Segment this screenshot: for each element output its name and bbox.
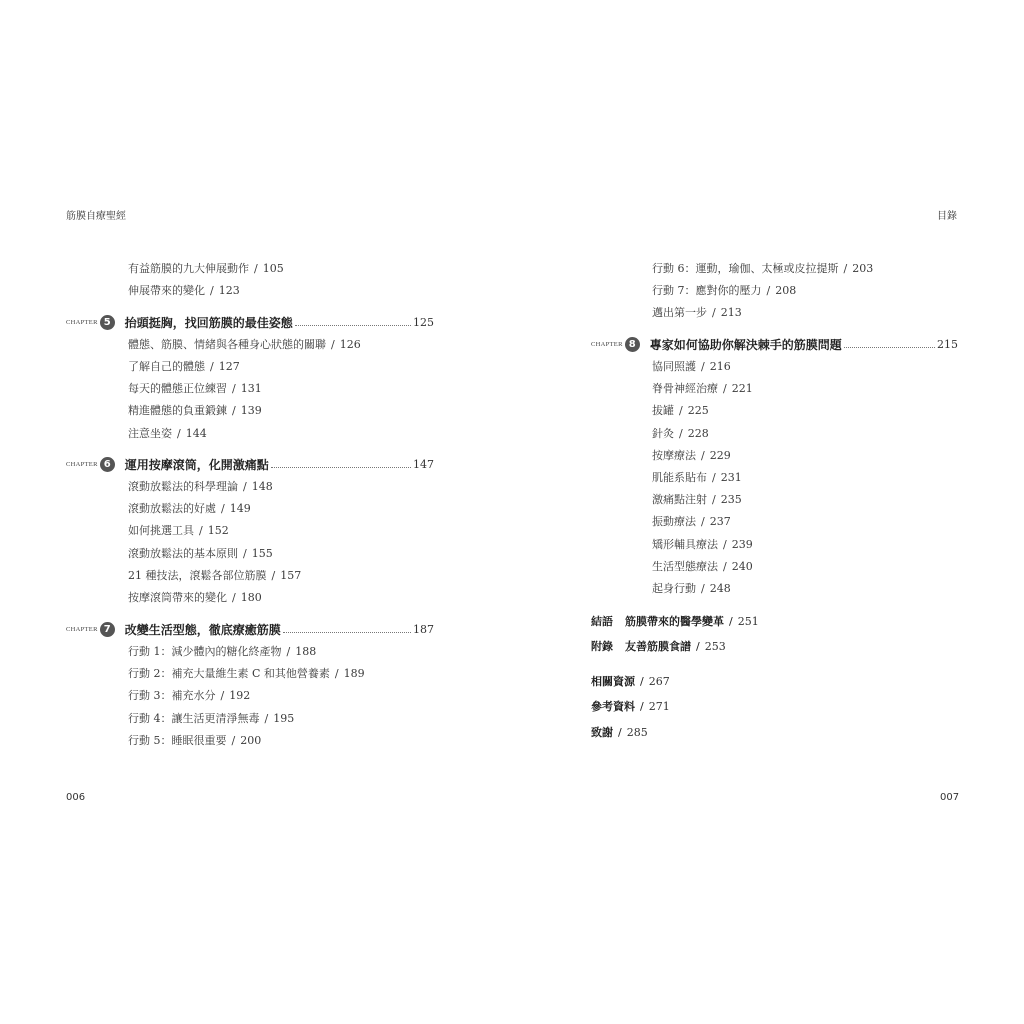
entry-page: 139 xyxy=(240,404,262,417)
entry-title: 脊骨神經治療 xyxy=(652,382,718,395)
entry-page: 208 xyxy=(775,284,797,297)
chapter-number-badge: 5 xyxy=(100,315,115,330)
entry-page: 144 xyxy=(185,427,207,440)
toc-entry: 行動 2：補充大量維生素 C 和其他營養素 / 189 xyxy=(128,667,365,680)
section-page: 267 xyxy=(648,675,670,688)
entry-page: 157 xyxy=(280,569,302,582)
entry-title: 注意坐姿 xyxy=(128,427,172,440)
back-matter-entry: 相關資源 / 267 xyxy=(591,675,670,688)
toc-entry: 體態、筋膜、情緒與各種身心狀態的關聯 / 126 xyxy=(128,338,361,351)
entry-page: 105 xyxy=(262,262,284,275)
entry-page: 237 xyxy=(709,515,731,528)
entry-page: 221 xyxy=(731,382,753,395)
chapter-heading xyxy=(66,621,434,638)
toc-entry: 注意坐姿 / 144 xyxy=(128,427,207,440)
toc-entry: 行動 4：讓生活更清淨無毒 / 195 xyxy=(128,712,295,725)
toc-entry: 激痛點注射 / 235 xyxy=(652,493,742,506)
entry-page: 148 xyxy=(251,480,273,493)
toc-entry: 振動療法 / 237 xyxy=(652,515,731,528)
dot-leader xyxy=(295,325,411,326)
entry-title: 行動 5：睡眠很重要 xyxy=(128,734,227,747)
entry-page: 225 xyxy=(687,404,709,417)
toc-entry: 滾動放鬆法的科學理論 / 148 xyxy=(128,480,273,493)
chapter-number-badge: 7 xyxy=(100,622,115,637)
back-matter-entry: 附錄 友善筋膜食譜 / 253 xyxy=(591,640,726,653)
chapter-tag: CHAPTER xyxy=(66,319,98,326)
entry-page: 229 xyxy=(709,449,731,462)
entry-page: 235 xyxy=(720,493,742,506)
back-matter-entry: 致謝 / 285 xyxy=(591,726,648,739)
chapter-heading xyxy=(591,336,958,353)
chapter-title: 抬頭挺胸，找回筋膜的最佳姿態 xyxy=(124,316,293,330)
entry-title: 有益筋膜的九大伸展動作 xyxy=(128,262,249,275)
entry-page: 192 xyxy=(229,689,251,702)
toc-entry: 按摩滾筒帶來的變化 / 180 xyxy=(128,591,262,604)
left-running-head: 筋膜自療聖經 xyxy=(66,211,126,222)
dot-leader xyxy=(844,347,935,348)
toc-entry: 起身行動 / 248 xyxy=(652,582,731,595)
entry-page: 228 xyxy=(687,427,709,440)
back-matter-entry: 結語 筋膜帶來的醫學變革 / 251 xyxy=(591,615,759,628)
chapter-tag: CHAPTER xyxy=(591,341,623,348)
entry-title: 按摩滾筒帶來的變化 xyxy=(128,591,227,604)
entry-page: 195 xyxy=(273,712,295,725)
toc-entry: 行動 1：減少體內的糖化終產物 / 188 xyxy=(128,645,317,658)
entry-page: 240 xyxy=(731,560,753,573)
entry-title: 振動療法 xyxy=(652,515,696,528)
entry-page: 239 xyxy=(731,538,753,551)
section-page: 271 xyxy=(648,700,670,713)
entry-title: 起身行動 xyxy=(652,582,696,595)
chapter-tag: CHAPTER xyxy=(66,626,98,633)
entry-title: 行動 3：補充水分 xyxy=(128,689,216,702)
toc-entry: 如何挑選工具 / 152 xyxy=(128,524,229,537)
toc-entry: 邁出第一步 / 213 xyxy=(652,306,742,319)
entry-title: 行動 7：應對你的壓力 xyxy=(652,284,762,297)
entry-title: 體態、筋膜、情緒與各種身心狀態的關聯 xyxy=(128,338,326,351)
section-label: 結語 xyxy=(591,615,613,628)
entry-title: 21 種技法，滾鬆各部位筋膜 xyxy=(128,569,267,582)
chapter-page: 215 xyxy=(937,338,958,351)
section-label: 參考資料 xyxy=(591,700,635,713)
section-page: 285 xyxy=(626,726,648,739)
entry-title: 伸展帶來的變化 xyxy=(128,284,205,297)
section-page: 253 xyxy=(704,640,726,653)
dot-leader xyxy=(283,632,411,633)
toc-entry: 有益筋膜的九大伸展動作 / 105 xyxy=(128,262,284,275)
entry-page: 213 xyxy=(720,306,742,319)
toc-entry: 滾動放鬆法的好處 / 149 xyxy=(128,502,251,515)
toc-entry: 脊骨神經治療 / 221 xyxy=(652,382,753,395)
entry-title: 生活型態療法 xyxy=(652,560,718,573)
toc-entry: 了解自己的體態 / 127 xyxy=(128,360,240,373)
section-page: 251 xyxy=(737,615,759,628)
entry-title: 滾動放鬆法的科學理論 xyxy=(128,480,238,493)
toc-entry: 協同照護 / 216 xyxy=(652,360,731,373)
entry-page: 180 xyxy=(240,591,262,604)
entry-page: 155 xyxy=(251,547,273,560)
entry-page: 188 xyxy=(295,645,317,658)
toc-entry: 按摩療法 / 229 xyxy=(652,449,731,462)
entry-title: 精進體態的負重鍛鍊 xyxy=(128,404,227,417)
toc-entry: 滾動放鬆法的基本原則 / 155 xyxy=(128,547,273,560)
toc-entry: 精進體態的負重鍛鍊 / 139 xyxy=(128,404,262,417)
entry-title: 行動 2：補充大量維生素 C 和其他營養素 xyxy=(128,667,330,680)
left-page-number: 006 xyxy=(66,792,86,803)
entry-title: 協同照護 xyxy=(652,360,696,373)
entry-title: 矯形輔具療法 xyxy=(652,538,718,551)
entry-title: 如何挑選工具 xyxy=(128,524,194,537)
entry-page: 200 xyxy=(240,734,262,747)
entry-title: 滾動放鬆法的基本原則 xyxy=(128,547,238,560)
toc-entry: 針灸 / 228 xyxy=(652,427,709,440)
right-page-number: 007 xyxy=(940,792,960,803)
entry-title: 針灸 xyxy=(652,427,674,440)
toc-entry: 行動 5：睡眠很重要 / 200 xyxy=(128,734,262,747)
section-label: 附錄 xyxy=(591,640,613,653)
entry-page: 127 xyxy=(218,360,240,373)
chapter-heading xyxy=(66,456,434,473)
chapter-page: 187 xyxy=(413,623,434,636)
chapter-number-badge: 8 xyxy=(625,337,640,352)
chapter-title: 運用按摩滾筒，化開激痛點 xyxy=(124,458,269,472)
entry-title: 激痛點注射 xyxy=(652,493,707,506)
toc-entry: 伸展帶來的變化 / 123 xyxy=(128,284,240,297)
chapter-page: 125 xyxy=(413,316,434,329)
entry-page: 123 xyxy=(218,284,240,297)
entry-title: 邁出第一步 xyxy=(652,306,707,319)
entry-page: 126 xyxy=(339,338,361,351)
toc-entry: 行動 3：補充水分 / 192 xyxy=(128,689,251,702)
section-title: 友善筋膜食譜 xyxy=(625,640,691,653)
chapter-title: 改變生活型態，徹底療癒筋膜 xyxy=(124,623,281,637)
right-running-head: 目錄 xyxy=(937,211,957,222)
toc-entry: 矯形輔具療法 / 239 xyxy=(652,538,753,551)
section-label: 致謝 xyxy=(591,726,613,739)
entry-title: 滾動放鬆法的好處 xyxy=(128,502,216,515)
entry-page: 248 xyxy=(709,582,731,595)
entry-title: 行動 4：讓生活更清淨無毒 xyxy=(128,712,260,725)
entry-page: 189 xyxy=(343,667,365,680)
entry-title: 了解自己的體態 xyxy=(128,360,205,373)
entry-page: 149 xyxy=(229,502,251,515)
entry-page: 131 xyxy=(240,382,262,395)
entry-page: 203 xyxy=(852,262,874,275)
chapter-tag: CHAPTER xyxy=(66,461,98,468)
entry-title: 拔罐 xyxy=(652,404,674,417)
section-title: 筋膜帶來的醫學變革 xyxy=(625,615,724,628)
dot-leader xyxy=(271,467,411,468)
entry-page: 216 xyxy=(709,360,731,373)
toc-entry: 拔罐 / 225 xyxy=(652,404,709,417)
toc-entry: 行動 7：應對你的壓力 / 208 xyxy=(652,284,797,297)
toc-entry: 肌能系貼布 / 231 xyxy=(652,471,742,484)
entry-title: 肌能系貼布 xyxy=(652,471,707,484)
toc-entry: 行動 6：運動，瑜伽、太極或皮拉提斯 / 203 xyxy=(652,262,874,275)
section-label: 相關資源 xyxy=(591,675,635,688)
chapter-title: 專家如何協助你解決棘手的筋膜問題 xyxy=(649,338,842,352)
chapter-number-badge: 6 xyxy=(100,457,115,472)
entry-page: 152 xyxy=(207,524,229,537)
toc-entry: 每天的體態正位練習 / 131 xyxy=(128,382,262,395)
entry-title: 行動 6：運動，瑜伽、太極或皮拉提斯 xyxy=(652,262,839,275)
entry-page: 231 xyxy=(720,471,742,484)
chapter-page: 147 xyxy=(413,458,434,471)
toc-entry: 生活型態療法 / 240 xyxy=(652,560,753,573)
entry-title: 行動 1：減少體內的糖化終產物 xyxy=(128,645,282,658)
chapter-heading xyxy=(66,314,434,331)
back-matter-entry: 參考資料 / 271 xyxy=(591,700,670,713)
entry-title: 按摩療法 xyxy=(652,449,696,462)
entry-title: 每天的體態正位練習 xyxy=(128,382,227,395)
toc-entry: 21 種技法，滾鬆各部位筋膜 / 157 xyxy=(128,569,302,582)
